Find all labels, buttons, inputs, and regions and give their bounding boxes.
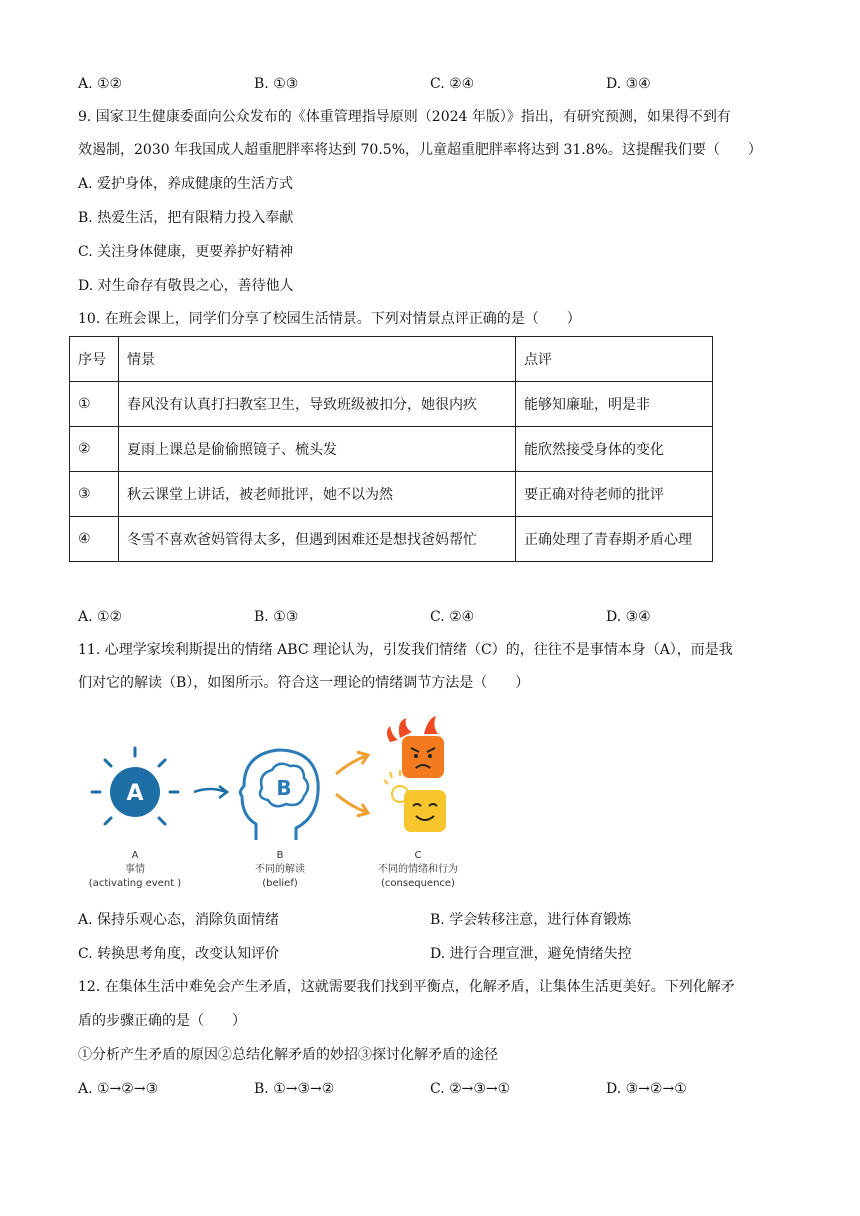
header-comment: 点评	[516, 337, 713, 382]
happy-face-icon	[384, 770, 446, 832]
header-index: 序号	[70, 337, 119, 382]
q11-stem-line1: 11. 心理学家埃利斯提出的情绪 ABC 理论认为，引发我们情绪（C）的，往往不是事情本身（A），而是我	[78, 642, 733, 658]
q10-option-a: A. ①②	[78, 609, 123, 625]
row-index: ①	[70, 382, 119, 427]
q12-option-d: D. ③→②→①	[606, 1081, 687, 1097]
q12-option-a: A. ①→②→③	[78, 1081, 159, 1097]
row-scenario: 秋云课堂上讲话，被老师批评，她不以为然	[119, 472, 516, 517]
q11-option-b: B. 学会转移注意，进行体育锻炼	[430, 912, 632, 928]
head-brain-icon	[240, 750, 318, 840]
q12-steps: ①分析产生矛盾的原因②总结化解矛盾的妙招③探讨化解矛盾的途径	[78, 1047, 498, 1063]
caption-a-title: 事情	[125, 864, 145, 875]
q12-stem-line1: 12. 在集体生活中难免会产生矛盾，这就需要我们找到平衡点，化解矛盾，让集体生活更美好。下列化解矛	[78, 979, 735, 995]
q8-option-d: D. ③④	[606, 76, 651, 92]
q8-option-c: C. ②④	[430, 76, 475, 92]
q9-stem-line1: 9. 国家卫生健康委面向公众发布的《体重管理指导原则（2024 年版）》指出，有研究预测，如果得不到有	[78, 109, 731, 125]
caption-c-letter: C	[414, 850, 422, 861]
caption-c-english: (consequence)	[381, 878, 455, 889]
caption-b-letter: B	[276, 850, 284, 861]
abc-theory-figure	[78, 712, 478, 898]
q8-option-a: A. ①②	[78, 76, 123, 92]
q9-stem-line2: 效遏制，2030 年我国成人超重肥胖率将达到 70.5%，儿童超重肥胖率将达到 31.8%。这提醒我们要（ ）	[78, 142, 762, 158]
q10-option-c: C. ②④	[430, 609, 475, 625]
arrow-down-icon	[336, 794, 366, 812]
row-comment: 能欣然接受身体的变化	[516, 427, 713, 472]
caption-b-title: 不同的解读	[255, 864, 305, 875]
q9-option-d: D. 对生命存有敬畏之心，善待他人	[78, 278, 294, 294]
arrow-right-icon	[194, 789, 226, 792]
arrow-up-icon	[336, 756, 366, 774]
row-comment: 能够知廉耻，明是非	[516, 382, 713, 427]
caption-b-english: (belief)	[262, 878, 298, 889]
q10-stem: 10. 在班会课上，同学们分享了校园生活情景。下列对情景点评正确的是（ ）	[78, 311, 581, 327]
table-row	[70, 472, 713, 517]
q9-option-c: C. 关注身体健康，更要养护好精神	[78, 244, 294, 260]
caption-c-title: 不同的情绪和行为	[378, 864, 458, 875]
angry-face-icon	[387, 716, 444, 778]
caption-a-english: (activating event )	[88, 878, 182, 889]
q9-option-a: A. 爱护身体，养成健康的生活方式	[78, 176, 294, 192]
row-index: ④	[70, 517, 119, 562]
q10-option-d: D. ③④	[606, 609, 651, 625]
row-comment: 要正确对待老师的批评	[516, 472, 713, 517]
table-row	[70, 517, 713, 562]
table-row	[70, 382, 713, 427]
q11-option-c: C. 转换思考角度，改变认知评价	[78, 946, 280, 962]
row-index: ②	[70, 427, 119, 472]
q10-option-b: B. ①③	[254, 609, 299, 625]
q12-option-b: B. ①→③→②	[254, 1081, 335, 1097]
q12-stem-line2: 盾的步骤正确的是（ ）	[78, 1013, 246, 1029]
row-comment: 正确处理了青春期矛盾心理	[516, 517, 713, 562]
table-row	[70, 427, 713, 472]
row-scenario: 春风没有认真打扫教室卫生，导致班级被扣分，她很内疚	[119, 382, 516, 427]
row-scenario: 夏雨上课总是偷偷照镜子、梳头发	[119, 427, 516, 472]
q8-option-b: B. ①③	[254, 76, 299, 92]
event-a-letter: A	[126, 781, 144, 806]
caption-a-letter: A	[131, 850, 139, 861]
header-scenario: 情景	[119, 337, 516, 382]
q12-option-c: C. ②→③→①	[430, 1081, 511, 1097]
q11-option-a: A. 保持乐观心态，消除负面情绪	[78, 912, 280, 928]
row-index: ③	[70, 472, 119, 517]
scenario-table	[69, 336, 713, 562]
table-header-row	[70, 337, 713, 382]
q9-option-b: B. 热爱生活，把有限精力投入奉献	[78, 210, 294, 226]
belief-b-letter: B	[276, 776, 292, 800]
q11-option-d: D. 进行合理宣泄，避免情绪失控	[430, 946, 632, 962]
q11-stem-line2: 们对它的解读（B），如图所示。符合这一理论的情绪调节方法是（ ）	[78, 675, 530, 691]
event-a-icon	[92, 748, 178, 824]
row-scenario: 冬雪不喜欢爸妈管得太多，但遇到困难还是想找爸妈帮忙	[119, 517, 516, 562]
